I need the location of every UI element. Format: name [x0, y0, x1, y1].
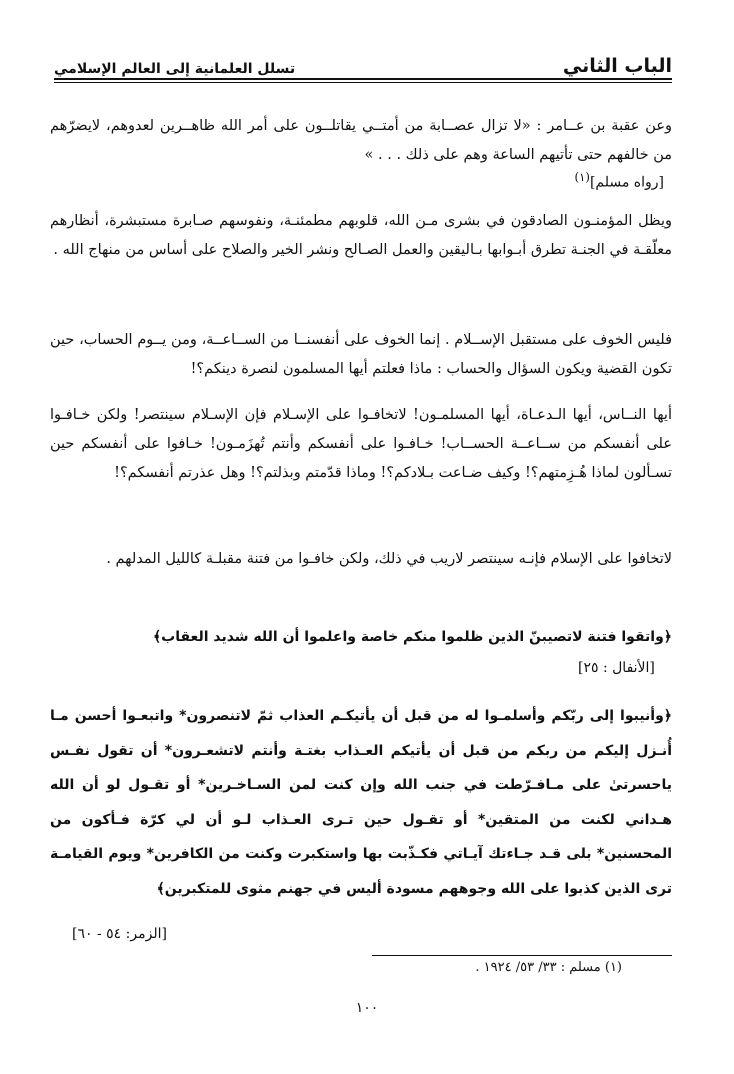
- book-title: تسلل العلمانية إلى العالم الإسلامي: [54, 61, 296, 77]
- quran-verse-zumar: ﴿وأنيبوا إلى ربّكم وأسلمـوا له من قبل أن يأتيكـم العذاب ثمّ لاتنصرون* واتبعـوا أحسن مـا أُنـزل إليكم من ربكم من قبل أن يأتيكم العـذاب بغتـة وأنتم لاتشعـرون* أن تقول نفـس ياحسرتىٰ على مـافـرّطت في جنب الله وإن كنت لمن السـاخـرين* أو تقـول لو أن الله هـداني لكنت من المتقين* أو تقـول حين تـرى العـذاب لـو أن لي كرّة فـأكون من المحسنين* بلى قـد جـاءتك آيـاتي فكـذّبت بها واستكبرت وكنت من الكافرين* ويوم القيامـة ترى الذين كذبوا على الله وجوههم مسودة أليس في جهنم مثوى للمتكبرين﴾: [50, 708, 672, 897]
- verse-citation-anfal: [الأنفال : ٢٥]: [578, 660, 655, 676]
- footnote-marker: (١): [574, 170, 590, 184]
- paragraph-hadith: وعن عقبة بن عــامر : «لا تزال عصــابة من أمتــي يقاتلــون على أمر الله ظاهــرين لعدوهم، لايضرّهم من خالفهم حتى تأتيهم الساعة وهم على ذلك . . . »: [50, 118, 672, 163]
- header-rule: [54, 78, 672, 80]
- verse-citation-zumar: [الزمر: ٥٤ - ٦٠]: [72, 926, 167, 942]
- reference-text: [رواه مسلم]: [589, 174, 664, 191]
- footnote: (١) مسلم : ٣٣/ ٥٣/ ١٩٢٤ .: [475, 960, 622, 975]
- header-rule-thin: [54, 82, 672, 83]
- chapter-title: الباب الثاني: [562, 55, 672, 77]
- running-header: [54, 42, 672, 76]
- quran-verse-anfal: ﴿واتقوا فتنة لاتصيبنّ الذين ظلموا منكم خاصة واعلموا أن الله شديد العقاب﴾: [152, 629, 672, 645]
- paragraph-fear: فليس الخوف على مستقبل الإســلام . إنما الخوف على أنفسنــا من الســاعــة، ومن يــوم الحساب، حين تكون القضية ويكون السؤال والحساب : ماذا فعلتم أيها المسلمون لنصرة دينكم؟!: [50, 332, 672, 377]
- hadith-reference: [575, 170, 664, 191]
- paragraph-fitna: لاتخافوا على الإسلام فإنـه سينتصر لاريب في ذلك، ولكن خافـوا من فتنة مقبلـة كالليل المدلهم .: [106, 551, 672, 567]
- footnote-rule: [372, 955, 672, 956]
- paragraph-believers: ويظل المؤمنـون الصادقون في بشرى مـن الله، قلوبهم مطمئنـة، ونفوسهم صـابرة مستبشرة، أنظارهم معلّقـة في الجنـة تطرق أبـوابها بـاليقين والعمل الصـالح ونشر الخير والصلاح على أساس من منهاج الله .: [50, 213, 672, 258]
- paragraph-people: أيها النــاس، أيها الـدعـاة، أيها المسلمـون! لاتخافـوا على الإسـلام فإن الإسـلام سينتصر! ولكن خـافـوا على أنفسكم من ســاعــة الحســاب! خـافـوا على أنفسكم وأنتم تُهزَمـون! خـافوا على أنفسكم حين تسـألون لماذا هُـزِمتهم؟! وكيف ضـاعت بـلادكم؟! وماذا قدّمتم وبذلتم؟! وهل عذرتم أنفسكم؟!: [50, 407, 672, 481]
- page-number: ١٠٠: [355, 1000, 379, 1016]
